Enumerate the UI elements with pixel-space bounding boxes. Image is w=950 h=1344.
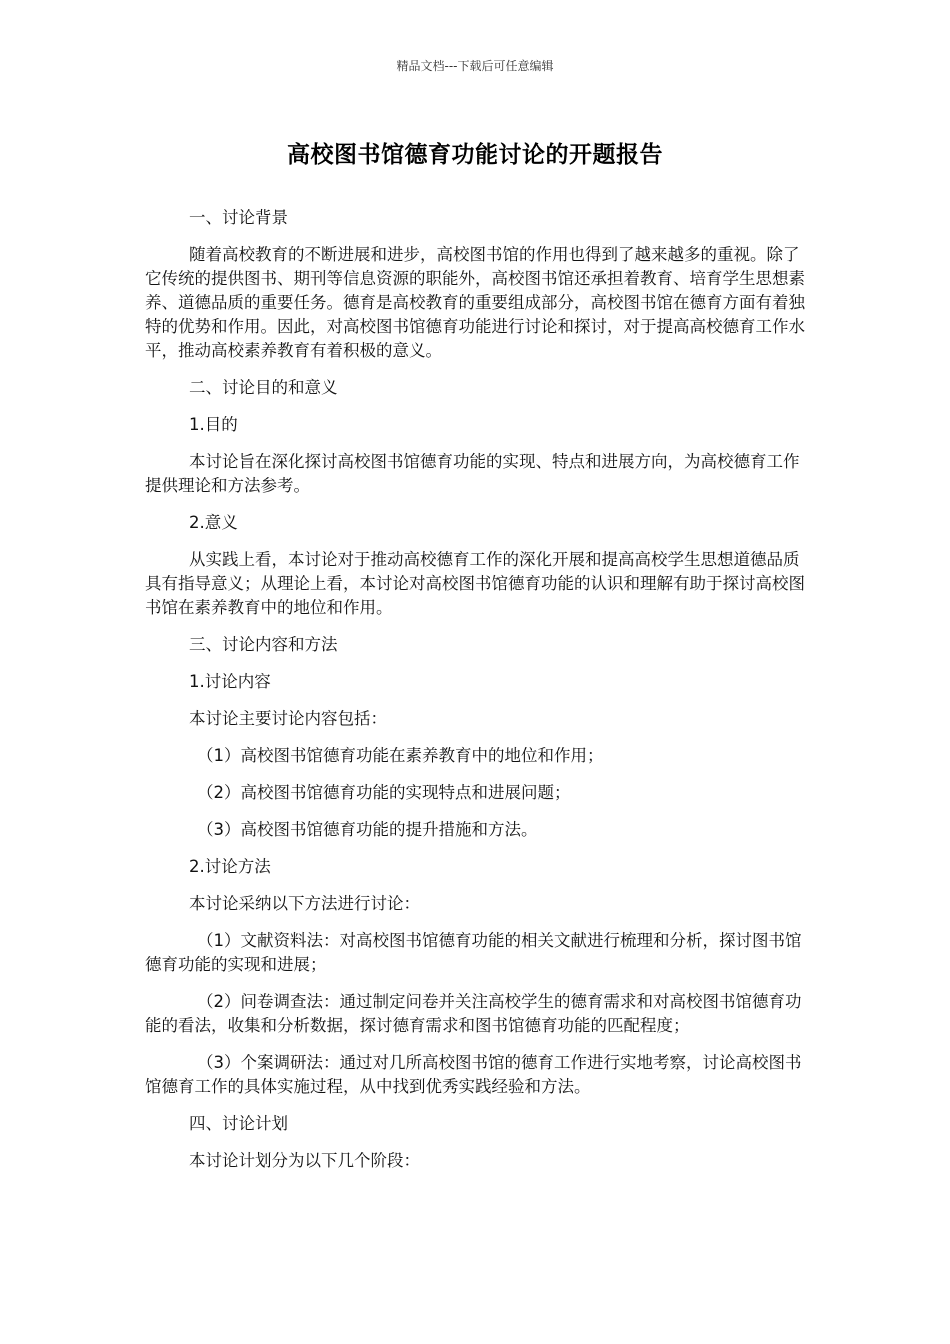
subheading-goal: 1.目的 bbox=[189, 415, 238, 434]
section-heading-content-method: 三、讨论内容和方法 bbox=[189, 635, 338, 654]
list-item-method-2: （2）问卷调查法：通过制定问卷并关注高校学生的德育需求和对高校图书馆德育功能的看法，收集和分析数据，探讨德育需求和图书馆德育功能的匹配程度； bbox=[145, 992, 802, 1035]
paragraph-plan-intro: 本讨论计划分为以下几个阶段： bbox=[189, 1151, 420, 1170]
list-item-method-1: （1）文献资料法：对高校图书馆德育功能的相关文献进行梳理和分析，探讨图书馆德育功能的实现和进展； bbox=[145, 931, 802, 974]
subheading-method: 2.讨论方法 bbox=[189, 857, 271, 876]
section-heading-purpose: 二、讨论目的和意义 bbox=[189, 378, 338, 397]
paragraph-significance: 从实践上看，本讨论对于推动高校德育工作的深化开展和提高高校学生思想道德品质具有指导意义；从理论上看，本讨论对高校图书馆德育功能的认识和理解有助于探讨高校图书馆在素养教育中的地位和作用。 bbox=[145, 550, 805, 617]
document-title: 高校图书馆德育功能讨论的开题报告 bbox=[287, 142, 663, 168]
list-item-method-3: （3）个案调研法：通过对几所高校图书馆的德育工作进行实地考察，讨论高校图书馆德育工作的具体实施过程，从中找到优秀实践经验和方法。 bbox=[145, 1053, 802, 1096]
paragraph-method-intro: 本讨论采纳以下方法进行讨论： bbox=[189, 894, 420, 913]
paragraph-content-intro: 本讨论主要讨论内容包括： bbox=[189, 709, 387, 728]
header-note: 精品文档---下载后可任意编辑 bbox=[396, 59, 554, 73]
subheading-significance: 2.意义 bbox=[189, 513, 238, 532]
paragraph-goal: 本讨论旨在深化探讨高校图书馆德育功能的实现、特点和进展方向，为高校德育工作提供理论和方法参考。 bbox=[145, 452, 800, 495]
subheading-content: 1.讨论内容 bbox=[189, 672, 271, 691]
section-heading-background: 一、讨论背景 bbox=[189, 208, 288, 227]
section-heading-plan: 四、讨论计划 bbox=[189, 1114, 288, 1133]
paragraph-background: 随着高校教育的不断进展和进步，高校图书馆的作用也得到了越来越多的重视。除了它传统的提供图书、期刊等信息资源的职能外，高校图书馆还承担着教育、培育学生思想素养、道德品质的重要任务。德育是高校教育的重要组成部分，高校图书馆在德育方面有着独特的优势和作用。因此，对高校图书馆德育功能进行讨论和探讨，对于提高高校德育工作水平，推动高校素养教育有着积极的意义。 bbox=[145, 245, 805, 360]
list-item-content-2: （2）高校图书馆德育功能的实现特点和进展问题； bbox=[197, 783, 571, 802]
list-item-content-1: （1）高校图书馆德育功能在素养教育中的地位和作用； bbox=[197, 746, 604, 765]
list-item-content-3: （3）高校图书馆德育功能的提升措施和方法。 bbox=[197, 820, 538, 839]
document-body bbox=[145, 206, 805, 1186]
